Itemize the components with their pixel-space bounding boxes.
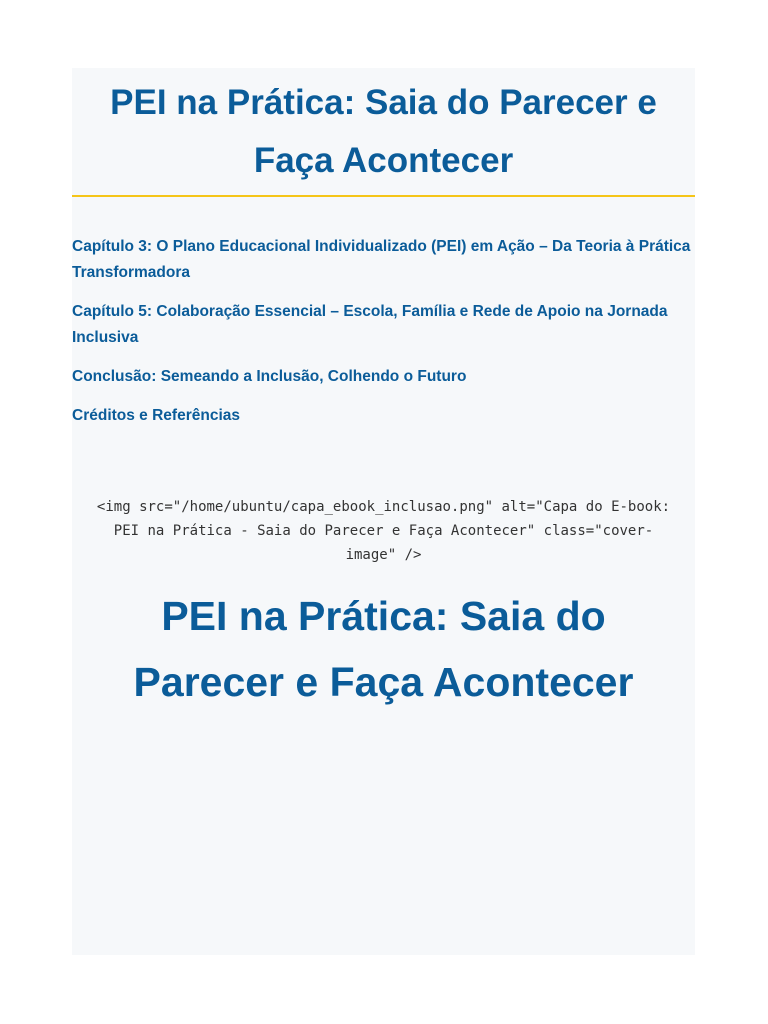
raw-image-tag-text: <img src="/home/ubuntu/capa_ebook_inclusao.png" alt="Capa do E-book: PEI na Prática - Saia do Parecer e Faça Acontecer" class="cover-image" /> <box>96 499 671 563</box>
page-title: PEI na Prática: Saia do Parecer e Faça Acontecer <box>110 83 657 180</box>
ebook-page <box>72 68 695 955</box>
cover-title: PEI na Prática: Saia do Parecer e Faça Acontecer <box>133 593 634 705</box>
toc-link-credits[interactable]: Créditos e Referências <box>72 407 240 424</box>
toc-link-chapter-3[interactable]: Capítulo 3: O Plano Educacional Individualizado (PEI) em Ação – Da Teoria à Prática Transformadora <box>72 238 691 281</box>
toc-link-conclusion[interactable]: Conclusão: Semeando a Inclusão, Colhendo o Futuro <box>72 368 467 385</box>
table-of-contents <box>72 234 695 442</box>
toc-link-chapter-5[interactable]: Capítulo 5: Colaboração Essencial – Escola, Família e Rede de Apoio na Jornada Inclusiva <box>72 303 668 346</box>
title-divider <box>72 195 695 197</box>
